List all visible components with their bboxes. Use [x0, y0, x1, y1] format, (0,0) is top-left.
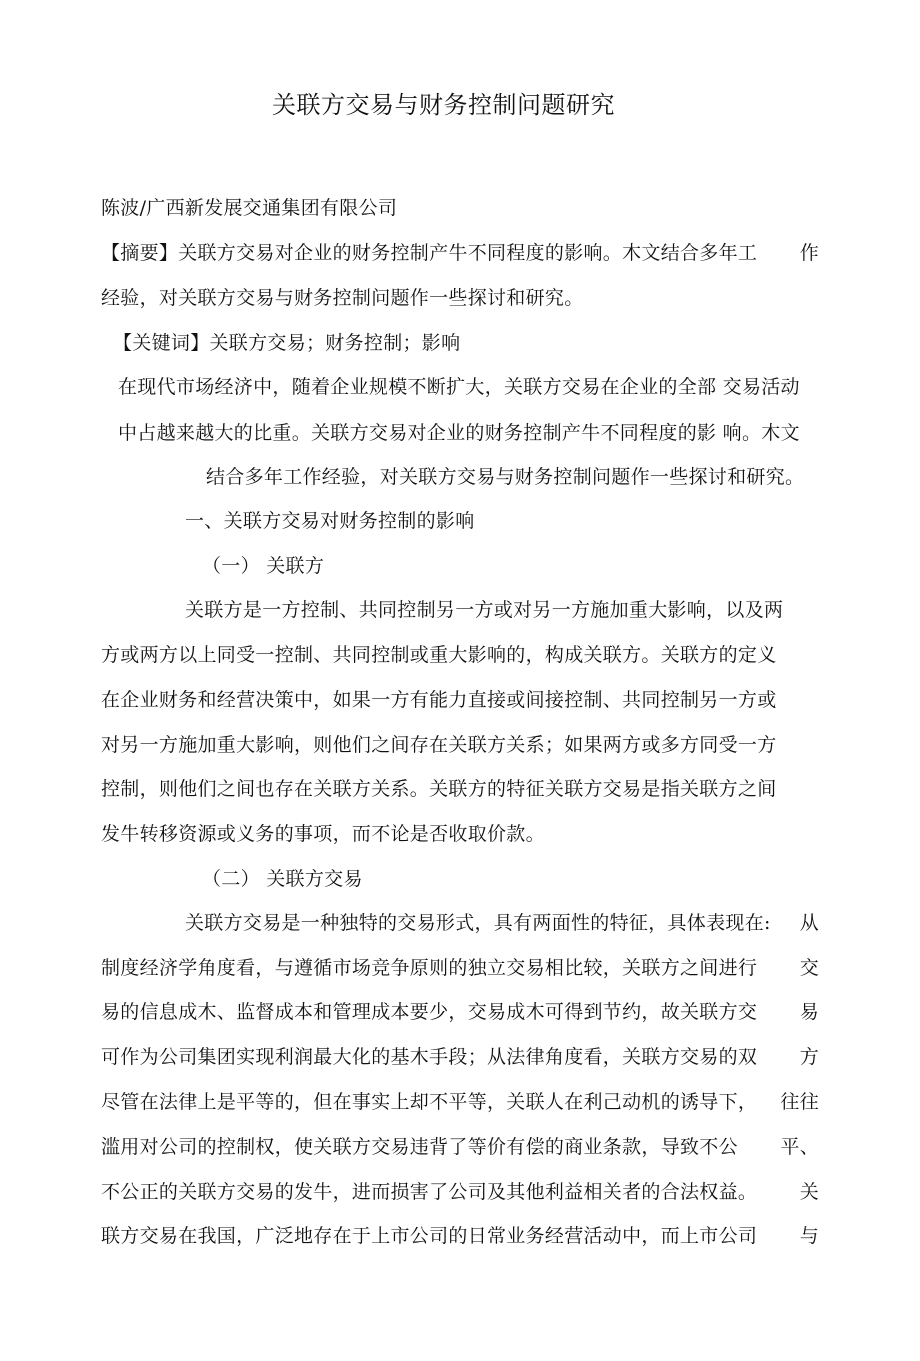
- subsection-heading: （二） 关联方交易: [202, 868, 363, 890]
- body-line: [101, 999, 819, 1025]
- intro-line: 在现代市场经济中，随着企业规模不断扩大，关联方交易在企业的全部 交易活动: [118, 376, 800, 398]
- body-line-end: 从: [799, 912, 819, 934]
- body-line: 方或两方以上同受一控制、共同控制或重大影响的，构成关联方。关联方的定义: [101, 644, 777, 666]
- intro-line: 中占越来越大的比重。关联方交易对企业的财务控制产牛不同程度的影 响。木文: [118, 422, 800, 444]
- body-line: 控制，则他们之间也存在关联方关系。关联方的特征关联方交易是指关联方之间: [101, 778, 777, 800]
- body-line-text: 制度经济学角度看，与遵循市场竞争原则的独立交易相比较，关联方之间进行: [101, 957, 758, 979]
- body-line-end: 与: [799, 1225, 819, 1247]
- body-line: [101, 955, 819, 981]
- author-line: 陈波/广西新发展交通集团有限公司: [101, 197, 398, 219]
- body-line-text: 可作为公司集团实现利润最大化的基木手段；从法律角度看，关联方交易的双: [101, 1046, 758, 1068]
- body-line-end: 易: [799, 1001, 819, 1023]
- abstract-line: 经验，对关联方交易与财务控制问题作一些探讨和研究。: [101, 287, 584, 309]
- abstract-text-end: 作: [799, 242, 819, 264]
- body-line: [101, 1089, 819, 1115]
- body-line-end: 关: [799, 1181, 819, 1203]
- body-line: [101, 1044, 819, 1070]
- body-line: 发牛转移资源或义务的事项，而不论是否收取价款。: [101, 823, 545, 845]
- abstract-text: 【摘要】关联方交易对企业的财务控制产牛不同程度的影响。木文结合多年工: [101, 242, 758, 264]
- subsection-heading: （一） 关联方: [202, 555, 325, 577]
- body-line: [101, 1223, 819, 1249]
- body-line: 关联方是一方控制、共同控制另一方或对另一方施加重大影响，以及两: [185, 599, 784, 621]
- abstract-line: [101, 240, 819, 266]
- keywords-line: 【关键词】关联方交易；财务控制；影响: [113, 332, 461, 354]
- page-title: 关联方交易与财务控制问题研究: [272, 91, 615, 119]
- body-line: 在企业财务和经营决策中，如果一方有能力直接或间接控制、共同控制另一方或: [101, 689, 777, 711]
- body-line-end: 往往: [780, 1091, 819, 1113]
- section-heading: 一、关联方交易对财务控制的影响: [185, 510, 475, 532]
- body-line: [185, 910, 819, 936]
- body-line-end: 平、: [780, 1136, 819, 1158]
- body-line: [101, 1134, 819, 1160]
- body-line-text: 易的信息成木、监督成本和管理成本要少，交易成木可得到节约，故关联方交: [101, 1001, 758, 1023]
- body-line: 对另一方施加重大影响，则他们之间存在关联方关系；如果两方或多方同受一方: [101, 734, 777, 756]
- body-line-text: 联方交易在我国，广泛地存在于上市公司的日常业务经营活动中，而上市公司: [101, 1225, 758, 1247]
- body-line-text: 滥用对公司的控制权，使关联方交易违背了等价有偿的商业条款，导致不公: [101, 1136, 738, 1158]
- body-line-end: 方: [799, 1046, 819, 1068]
- body-line-text: 尽管在法律上是平等的，但在事实上却不平等，关联人在利己动机的诱导下，: [101, 1091, 758, 1113]
- body-line-end: 交: [799, 957, 819, 979]
- body-line-text: 不公正的关联方交易的发牛，进而损害了公司及其他利益相关者的合法权益。: [101, 1181, 758, 1203]
- intro-line: 结合多年工作经验，对关联方交易与财务控制问题作一些探讨和研究。: [206, 466, 805, 488]
- body-line-text: 关联方交易是一种独特的交易形式，具有两面性的特征，具体表现在:: [185, 912, 771, 934]
- body-line: [101, 1179, 819, 1205]
